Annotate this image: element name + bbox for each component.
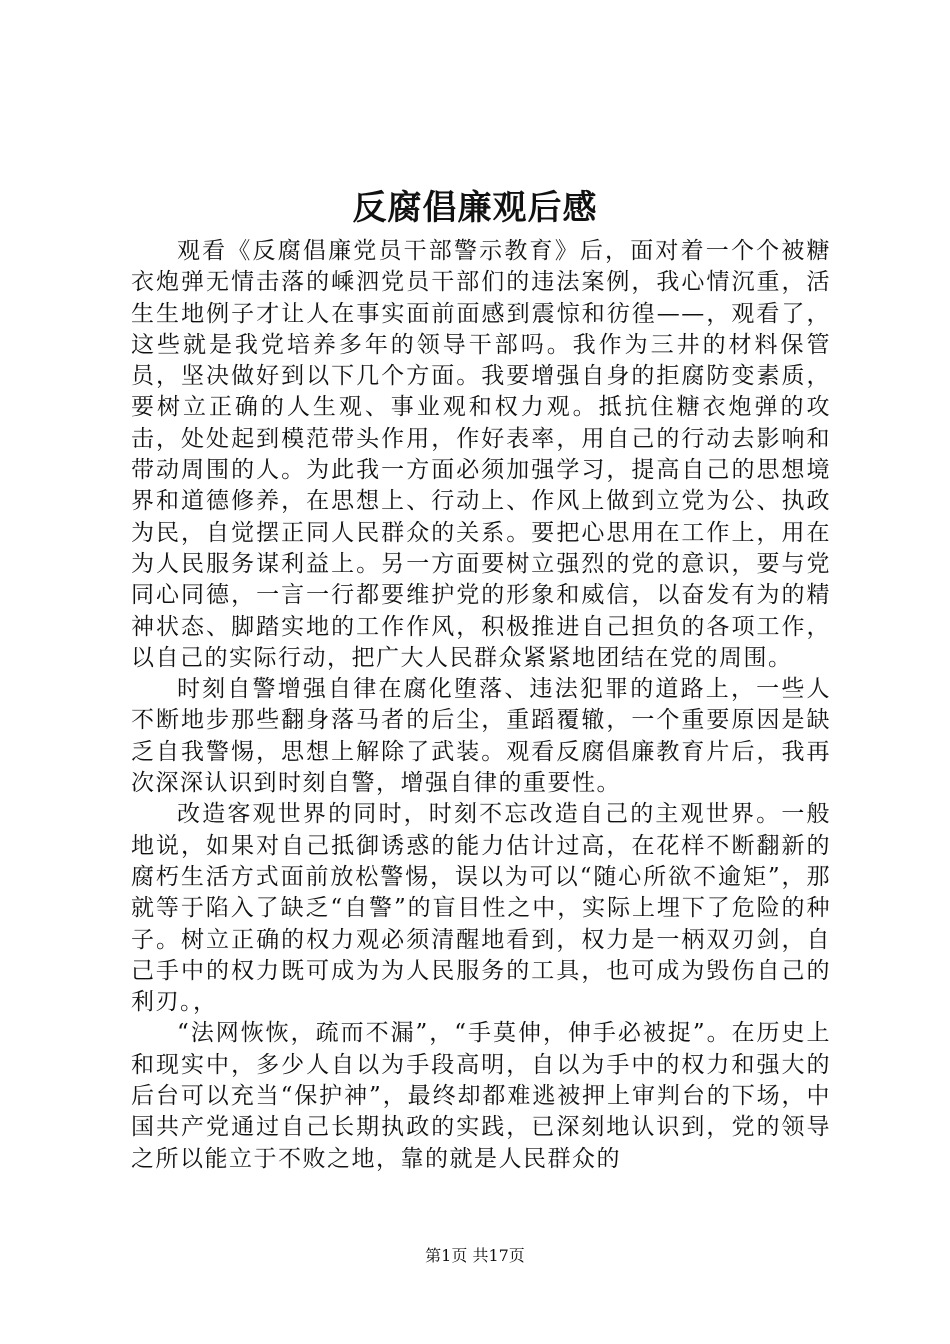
paragraph-4: “法网恢恢，疏而不漏”，“手莫伸，伸手必被捉”。在历史上和现实中，多少人自以为手段高明，自以为手中的权力和强大的后台可以充当“保护神”，最终却都难逃被押上审判台的下场，中国共产党通过自己长期执政的实践，已深刻地认识到，党的领导之所以能立于不败之地，靠的就是人民群众的 bbox=[131, 1020, 831, 1172]
paragraph-3: 改造客观世界的同时，时刻不忘改造自己的主观世界。一般地说，如果对自己抵御诱惑的能力估计过高，在花样不断翻新的腐朽生活方式面前放松警惕，误以为可以“随心所欲不逾矩”，那就等于陷入了缺乏“自警”的盲目性之中，实际上埋下了危险的种子。树立正确的权力观必须清醒地看到，权力是一柄双刃剑，自己手中的权力既可成为为人民服务的工具，也可成为毁伤自己的利刃。， bbox=[131, 801, 831, 1016]
document-body bbox=[131, 236, 831, 1175]
page-number-footer: 第1页 共17页 bbox=[425, 1246, 525, 1265]
page-title: 反腐倡廉观后感 bbox=[352, 188, 598, 228]
paragraph-1: 观看《反腐倡廉党员干部警示教育》后，面对着一个个被糖衣炮弹无情击落的嵊泗党员干部们的违法案例，我心情沉重，活生生地例子才让人在事实面前面感到震惊和彷徨——，观看了，这些就是我党培养多年的领导干部吗。我作为三井的材料保管员，坚决做好到以下几个方面。我要增强自身的拒腐防变素质，要树立正确的人生观、事业观和权力观。抵抗住糖衣炮弹的攻击，处处起到模范带头作用，作好表率，用自己的行动去影响和带动周围的人。为此我一方面必须加强学习，提高自己的思想境界和道德修养，在思想上、行动上、作风上做到立党为公、执政为民，自觉摆正同人民群众的关系。要把心思用在工作上，用在为人民服务谋利益上。另一方面要树立强烈的党的意识，要与党同心同德，一言一行都要维护党的形象和威信，以奋发有为的精神状态、脚踏实地的工作作风，积极推进自己担负的各项工作，以自己的实际行动，把广大人民群众紧紧地团结在党的周围。 bbox=[131, 238, 831, 671]
paragraph-2: 时刻自警增强自律在腐化堕落、违法犯罪的道路上，一些人不断地步那些翻身落马者的后尘，重蹈覆辙，一个重要原因是缺乏自我警惕，思想上解除了武装。观看反腐倡廉教育片后，我再次深深认识到时刻自警，增强自律的重要性。 bbox=[131, 676, 831, 797]
